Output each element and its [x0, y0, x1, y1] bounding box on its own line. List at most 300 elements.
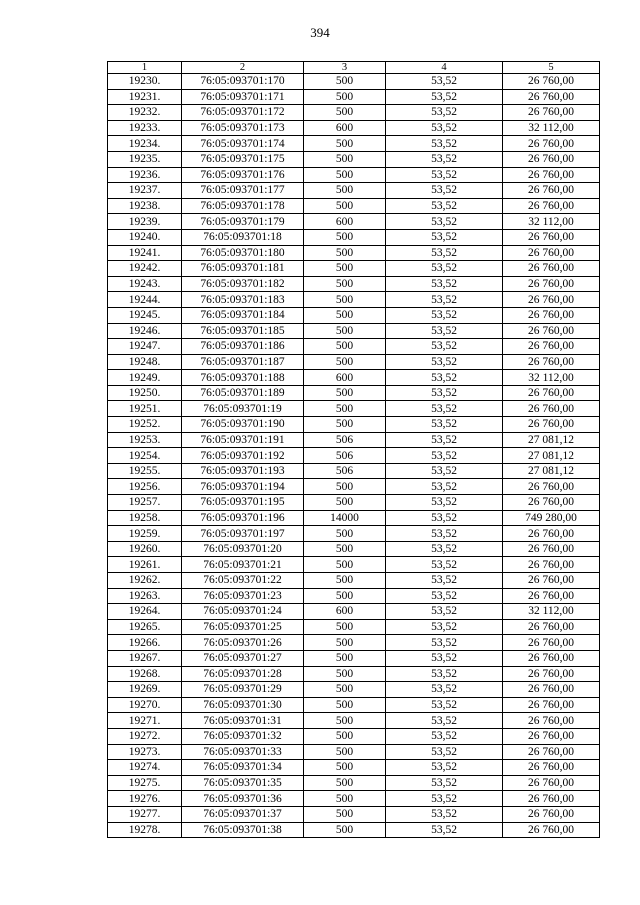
- cadastral-number-cell: 76:05:093701:31: [182, 713, 304, 729]
- rate-cell: 53,52: [386, 791, 503, 807]
- row-number-cell: 19246.: [108, 323, 182, 339]
- table-row: [108, 214, 600, 230]
- row-number-cell: 19261.: [108, 557, 182, 573]
- row-number-cell: 19240.: [108, 229, 182, 245]
- rate-cell: 53,52: [386, 229, 503, 245]
- table-row: [108, 276, 600, 292]
- area-cell: 500: [304, 635, 386, 651]
- rate-cell: 53,52: [386, 635, 503, 651]
- rate-cell: 53,52: [386, 261, 503, 277]
- table-row: [108, 822, 600, 838]
- row-number-cell: 19276.: [108, 791, 182, 807]
- row-number-cell: 19247.: [108, 339, 182, 355]
- row-number-cell: 19253.: [108, 432, 182, 448]
- cadastral-number-cell: 76:05:093701:24: [182, 604, 304, 620]
- column-header: 1: [108, 62, 182, 74]
- table-row: [108, 791, 600, 807]
- rate-cell: 53,52: [386, 650, 503, 666]
- cadastral-number-cell: 76:05:093701:25: [182, 619, 304, 635]
- area-cell: 500: [304, 89, 386, 105]
- cadastral-number-cell: 76:05:093701:172: [182, 105, 304, 121]
- amount-cell: 26 760,00: [503, 682, 600, 698]
- table-row: [108, 198, 600, 214]
- area-cell: 600: [304, 370, 386, 386]
- cadastral-number-cell: 76:05:093701:38: [182, 822, 304, 838]
- row-number-cell: 19249.: [108, 370, 182, 386]
- rate-cell: 53,52: [386, 339, 503, 355]
- rate-cell: 53,52: [386, 245, 503, 261]
- amount-cell: 26 760,00: [503, 74, 600, 90]
- cadastral-number-cell: 76:05:093701:27: [182, 650, 304, 666]
- area-cell: 500: [304, 183, 386, 199]
- row-number-cell: 19250.: [108, 385, 182, 401]
- row-number-cell: 19255.: [108, 463, 182, 479]
- amount-cell: 26 760,00: [503, 276, 600, 292]
- cadastral-number-cell: 76:05:093701:32: [182, 728, 304, 744]
- table-row: [108, 619, 600, 635]
- cadastral-number-cell: 76:05:093701:28: [182, 666, 304, 682]
- area-cell: 500: [304, 198, 386, 214]
- row-number-cell: 19234.: [108, 136, 182, 152]
- row-number-cell: 19268.: [108, 666, 182, 682]
- table-row: [108, 401, 600, 417]
- page-number: 394: [310, 25, 330, 40]
- row-number-cell: 19271.: [108, 713, 182, 729]
- amount-cell: 26 760,00: [503, 744, 600, 760]
- rate-cell: 53,52: [386, 151, 503, 167]
- table-row: [108, 292, 600, 308]
- area-cell: 500: [304, 666, 386, 682]
- rate-cell: 53,52: [386, 292, 503, 308]
- area-cell: 500: [304, 495, 386, 511]
- rate-cell: 53,52: [386, 136, 503, 152]
- area-cell: 500: [304, 806, 386, 822]
- table-row: [108, 573, 600, 589]
- table-row: [108, 697, 600, 713]
- row-number-cell: 19251.: [108, 401, 182, 417]
- cadastral-number-cell: 76:05:093701:196: [182, 510, 304, 526]
- cadastral-number-cell: 76:05:093701:29: [182, 682, 304, 698]
- rate-cell: 53,52: [386, 541, 503, 557]
- rate-cell: 53,52: [386, 728, 503, 744]
- rate-cell: 53,52: [386, 432, 503, 448]
- amount-cell: 32 112,00: [503, 120, 600, 136]
- row-number-cell: 19274.: [108, 760, 182, 776]
- amount-cell: 26 760,00: [503, 697, 600, 713]
- rate-cell: 53,52: [386, 744, 503, 760]
- cadastral-number-cell: 76:05:093701:185: [182, 323, 304, 339]
- row-number-cell: 19236.: [108, 167, 182, 183]
- row-number-cell: 19252.: [108, 417, 182, 433]
- table-row: [108, 526, 600, 542]
- rate-cell: 53,52: [386, 806, 503, 822]
- area-cell: 500: [304, 479, 386, 495]
- area-cell: 500: [304, 136, 386, 152]
- cadastral-number-cell: 76:05:093701:34: [182, 760, 304, 776]
- amount-cell: 26 760,00: [503, 775, 600, 791]
- rate-cell: 53,52: [386, 666, 503, 682]
- rate-cell: 53,52: [386, 214, 503, 230]
- amount-cell: 27 081,12: [503, 448, 600, 464]
- cadastral-number-cell: 76:05:093701:30: [182, 697, 304, 713]
- cadastral-number-cell: 76:05:093701:177: [182, 183, 304, 199]
- rate-cell: 53,52: [386, 479, 503, 495]
- cadastral-number-cell: 76:05:093701:21: [182, 557, 304, 573]
- table-row: [108, 136, 600, 152]
- area-cell: 500: [304, 682, 386, 698]
- rate-cell: 53,52: [386, 89, 503, 105]
- cadastral-number-cell: 76:05:093701:180: [182, 245, 304, 261]
- table-row: [108, 775, 600, 791]
- data-table: [107, 61, 600, 838]
- rate-cell: 53,52: [386, 354, 503, 370]
- area-cell: 500: [304, 588, 386, 604]
- rate-cell: 53,52: [386, 604, 503, 620]
- row-number-cell: 19270.: [108, 697, 182, 713]
- rate-cell: 53,52: [386, 713, 503, 729]
- rate-cell: 53,52: [386, 276, 503, 292]
- amount-cell: 32 112,00: [503, 604, 600, 620]
- area-cell: 500: [304, 650, 386, 666]
- row-number-cell: 19237.: [108, 183, 182, 199]
- rate-cell: 53,52: [386, 526, 503, 542]
- rate-cell: 53,52: [386, 167, 503, 183]
- cadastral-number-cell: 76:05:093701:192: [182, 448, 304, 464]
- row-number-cell: 19273.: [108, 744, 182, 760]
- rate-cell: 53,52: [386, 510, 503, 526]
- table-row: [108, 432, 600, 448]
- row-number-cell: 19238.: [108, 198, 182, 214]
- cadastral-number-cell: 76:05:093701:184: [182, 307, 304, 323]
- rate-cell: 53,52: [386, 370, 503, 386]
- rate-cell: 53,52: [386, 557, 503, 573]
- amount-cell: 27 081,12: [503, 432, 600, 448]
- row-number-cell: 19272.: [108, 728, 182, 744]
- cadastral-number-cell: 76:05:093701:188: [182, 370, 304, 386]
- area-cell: 500: [304, 697, 386, 713]
- column-header: 4: [386, 62, 503, 74]
- area-cell: 500: [304, 385, 386, 401]
- amount-cell: 26 760,00: [503, 822, 600, 838]
- row-number-cell: 19267.: [108, 650, 182, 666]
- row-number-cell: 19243.: [108, 276, 182, 292]
- cadastral-number-cell: 76:05:093701:171: [182, 89, 304, 105]
- rate-cell: 53,52: [386, 682, 503, 698]
- table-row: [108, 417, 600, 433]
- amount-cell: 26 760,00: [503, 650, 600, 666]
- amount-cell: 26 760,00: [503, 713, 600, 729]
- area-cell: 500: [304, 292, 386, 308]
- table-row: [108, 120, 600, 136]
- row-number-cell: 19264.: [108, 604, 182, 620]
- row-number-cell: 19258.: [108, 510, 182, 526]
- cadastral-number-cell: 76:05:093701:183: [182, 292, 304, 308]
- rate-cell: 53,52: [386, 74, 503, 90]
- amount-cell: 26 760,00: [503, 635, 600, 651]
- table-row: [108, 307, 600, 323]
- cadastral-number-cell: 76:05:093701:35: [182, 775, 304, 791]
- cadastral-number-cell: 76:05:093701:33: [182, 744, 304, 760]
- row-number-cell: 19278.: [108, 822, 182, 838]
- amount-cell: 32 112,00: [503, 214, 600, 230]
- area-cell: 500: [304, 775, 386, 791]
- table-row: [108, 604, 600, 620]
- amount-cell: 749 280,00: [503, 510, 600, 526]
- amount-cell: 26 760,00: [503, 339, 600, 355]
- amount-cell: 32 112,00: [503, 370, 600, 386]
- table-row: [108, 744, 600, 760]
- table-row: [108, 728, 600, 744]
- amount-cell: 26 760,00: [503, 573, 600, 589]
- amount-cell: 26 760,00: [503, 292, 600, 308]
- area-cell: 506: [304, 432, 386, 448]
- cadastral-number-cell: 76:05:093701:194: [182, 479, 304, 495]
- table-row: [108, 105, 600, 121]
- amount-cell: 26 760,00: [503, 261, 600, 277]
- table-row: [108, 385, 600, 401]
- row-number-cell: 19259.: [108, 526, 182, 542]
- rate-cell: 53,52: [386, 323, 503, 339]
- row-number-cell: 19263.: [108, 588, 182, 604]
- area-cell: 500: [304, 401, 386, 417]
- table-row: [108, 370, 600, 386]
- amount-cell: 26 760,00: [503, 760, 600, 776]
- row-number-cell: 19262.: [108, 573, 182, 589]
- amount-cell: 26 760,00: [503, 479, 600, 495]
- cadastral-number-cell: 76:05:093701:174: [182, 136, 304, 152]
- row-number-cell: 19245.: [108, 307, 182, 323]
- amount-cell: 26 760,00: [503, 198, 600, 214]
- table-row: [108, 541, 600, 557]
- row-number-cell: 19230.: [108, 74, 182, 90]
- table-row: [108, 806, 600, 822]
- table-row: [108, 713, 600, 729]
- cadastral-number-cell: 76:05:093701:195: [182, 495, 304, 511]
- row-number-cell: 19277.: [108, 806, 182, 822]
- table-row: [108, 557, 600, 573]
- table-row: [108, 479, 600, 495]
- amount-cell: 26 760,00: [503, 541, 600, 557]
- area-cell: 500: [304, 713, 386, 729]
- rate-cell: 53,52: [386, 775, 503, 791]
- table-row: [108, 89, 600, 105]
- table-row: [108, 323, 600, 339]
- amount-cell: 26 760,00: [503, 495, 600, 511]
- area-cell: 600: [304, 120, 386, 136]
- row-number-cell: 19257.: [108, 495, 182, 511]
- cadastral-number-cell: 76:05:093701:186: [182, 339, 304, 355]
- amount-cell: 26 760,00: [503, 183, 600, 199]
- cadastral-number-cell: 76:05:093701:178: [182, 198, 304, 214]
- area-cell: 500: [304, 744, 386, 760]
- rate-cell: 53,52: [386, 697, 503, 713]
- row-number-cell: 19231.: [108, 89, 182, 105]
- amount-cell: 26 760,00: [503, 619, 600, 635]
- amount-cell: 26 760,00: [503, 245, 600, 261]
- area-cell: 500: [304, 229, 386, 245]
- area-cell: 500: [304, 245, 386, 261]
- row-number-cell: 19256.: [108, 479, 182, 495]
- area-cell: 506: [304, 448, 386, 464]
- amount-cell: 26 760,00: [503, 354, 600, 370]
- amount-cell: 26 760,00: [503, 666, 600, 682]
- area-cell: 500: [304, 339, 386, 355]
- table-row: [108, 635, 600, 651]
- table-row: [108, 666, 600, 682]
- cadastral-number-cell: 76:05:093701:23: [182, 588, 304, 604]
- area-cell: 14000: [304, 510, 386, 526]
- column-header: 5: [503, 62, 600, 74]
- cadastral-number-cell: 76:05:093701:36: [182, 791, 304, 807]
- table-row: [108, 463, 600, 479]
- rate-cell: 53,52: [386, 417, 503, 433]
- table-body: [108, 74, 600, 838]
- rate-cell: 53,52: [386, 463, 503, 479]
- table-header-row: [108, 62, 600, 74]
- row-number-cell: 19233.: [108, 120, 182, 136]
- area-cell: 500: [304, 261, 386, 277]
- row-number-cell: 19244.: [108, 292, 182, 308]
- row-number-cell: 19242.: [108, 261, 182, 277]
- amount-cell: 26 760,00: [503, 136, 600, 152]
- table-row: [108, 74, 600, 90]
- amount-cell: 26 760,00: [503, 151, 600, 167]
- area-cell: 500: [304, 541, 386, 557]
- rate-cell: 53,52: [386, 385, 503, 401]
- table-row: [108, 339, 600, 355]
- area-cell: 500: [304, 822, 386, 838]
- rate-cell: 53,52: [386, 448, 503, 464]
- column-header: 2: [182, 62, 304, 74]
- row-number-cell: 19232.: [108, 105, 182, 121]
- table-row: [108, 760, 600, 776]
- table-row: [108, 588, 600, 604]
- amount-cell: 27 081,12: [503, 463, 600, 479]
- area-cell: 500: [304, 791, 386, 807]
- cadastral-number-cell: 76:05:093701:181: [182, 261, 304, 277]
- amount-cell: 26 760,00: [503, 323, 600, 339]
- area-cell: 500: [304, 105, 386, 121]
- amount-cell: 26 760,00: [503, 417, 600, 433]
- table-row: [108, 167, 600, 183]
- cadastral-number-cell: 76:05:093701:173: [182, 120, 304, 136]
- amount-cell: 26 760,00: [503, 806, 600, 822]
- amount-cell: 26 760,00: [503, 588, 600, 604]
- cadastral-number-cell: 76:05:093701:176: [182, 167, 304, 183]
- table-row: [108, 229, 600, 245]
- table-row: [108, 245, 600, 261]
- table-row: [108, 151, 600, 167]
- area-cell: 500: [304, 557, 386, 573]
- row-number-cell: 19239.: [108, 214, 182, 230]
- cadastral-number-cell: 76:05:093701:197: [182, 526, 304, 542]
- row-number-cell: 19265.: [108, 619, 182, 635]
- cadastral-number-cell: 76:05:093701:187: [182, 354, 304, 370]
- table-row: [108, 682, 600, 698]
- amount-cell: 26 760,00: [503, 526, 600, 542]
- row-number-cell: 19235.: [108, 151, 182, 167]
- cadastral-number-cell: 76:05:093701:18: [182, 229, 304, 245]
- cadastral-number-cell: 76:05:093701:20: [182, 541, 304, 557]
- area-cell: 500: [304, 760, 386, 776]
- cadastral-number-cell: 76:05:093701:170: [182, 74, 304, 90]
- area-cell: 500: [304, 573, 386, 589]
- amount-cell: 26 760,00: [503, 728, 600, 744]
- cadastral-number-cell: 76:05:093701:182: [182, 276, 304, 292]
- table-row: [108, 448, 600, 464]
- row-number-cell: 19275.: [108, 775, 182, 791]
- amount-cell: 26 760,00: [503, 791, 600, 807]
- cadastral-number-cell: 76:05:093701:26: [182, 635, 304, 651]
- table-row: [108, 183, 600, 199]
- cadastral-number-cell: 76:05:093701:37: [182, 806, 304, 822]
- rate-cell: 53,52: [386, 495, 503, 511]
- amount-cell: 26 760,00: [503, 89, 600, 105]
- area-cell: 600: [304, 604, 386, 620]
- column-header: 3: [304, 62, 386, 74]
- area-cell: 500: [304, 151, 386, 167]
- cadastral-number-cell: 76:05:093701:189: [182, 385, 304, 401]
- rate-cell: 53,52: [386, 760, 503, 776]
- rate-cell: 53,52: [386, 822, 503, 838]
- area-cell: 500: [304, 307, 386, 323]
- row-number-cell: 19254.: [108, 448, 182, 464]
- amount-cell: 26 760,00: [503, 229, 600, 245]
- rate-cell: 53,52: [386, 307, 503, 323]
- cadastral-number-cell: 76:05:093701:179: [182, 214, 304, 230]
- row-number-cell: 19260.: [108, 541, 182, 557]
- area-cell: 600: [304, 214, 386, 230]
- table-row: [108, 354, 600, 370]
- row-number-cell: 19266.: [108, 635, 182, 651]
- table-row: [108, 650, 600, 666]
- amount-cell: 26 760,00: [503, 557, 600, 573]
- rate-cell: 53,52: [386, 120, 503, 136]
- area-cell: 500: [304, 728, 386, 744]
- amount-cell: 26 760,00: [503, 307, 600, 323]
- cadastral-number-cell: 76:05:093701:191: [182, 432, 304, 448]
- row-number-cell: 19248.: [108, 354, 182, 370]
- rate-cell: 53,52: [386, 198, 503, 214]
- rate-cell: 53,52: [386, 619, 503, 635]
- area-cell: 500: [304, 323, 386, 339]
- table-row: [108, 510, 600, 526]
- cadastral-number-cell: 76:05:093701:175: [182, 151, 304, 167]
- amount-cell: 26 760,00: [503, 105, 600, 121]
- area-cell: 506: [304, 463, 386, 479]
- cadastral-number-cell: 76:05:093701:19: [182, 401, 304, 417]
- rate-cell: 53,52: [386, 573, 503, 589]
- cadastral-number-cell: 76:05:093701:190: [182, 417, 304, 433]
- rate-cell: 53,52: [386, 105, 503, 121]
- area-cell: 500: [304, 167, 386, 183]
- cadastral-number-cell: 76:05:093701:22: [182, 573, 304, 589]
- area-cell: 500: [304, 417, 386, 433]
- row-number-cell: 19241.: [108, 245, 182, 261]
- rate-cell: 53,52: [386, 588, 503, 604]
- area-cell: 500: [304, 526, 386, 542]
- area-cell: 500: [304, 354, 386, 370]
- table-row: [108, 495, 600, 511]
- area-cell: 500: [304, 276, 386, 292]
- amount-cell: 26 760,00: [503, 385, 600, 401]
- rate-cell: 53,52: [386, 183, 503, 199]
- rate-cell: 53,52: [386, 401, 503, 417]
- row-number-cell: 19269.: [108, 682, 182, 698]
- cadastral-number-cell: 76:05:093701:193: [182, 463, 304, 479]
- amount-cell: 26 760,00: [503, 167, 600, 183]
- amount-cell: 26 760,00: [503, 401, 600, 417]
